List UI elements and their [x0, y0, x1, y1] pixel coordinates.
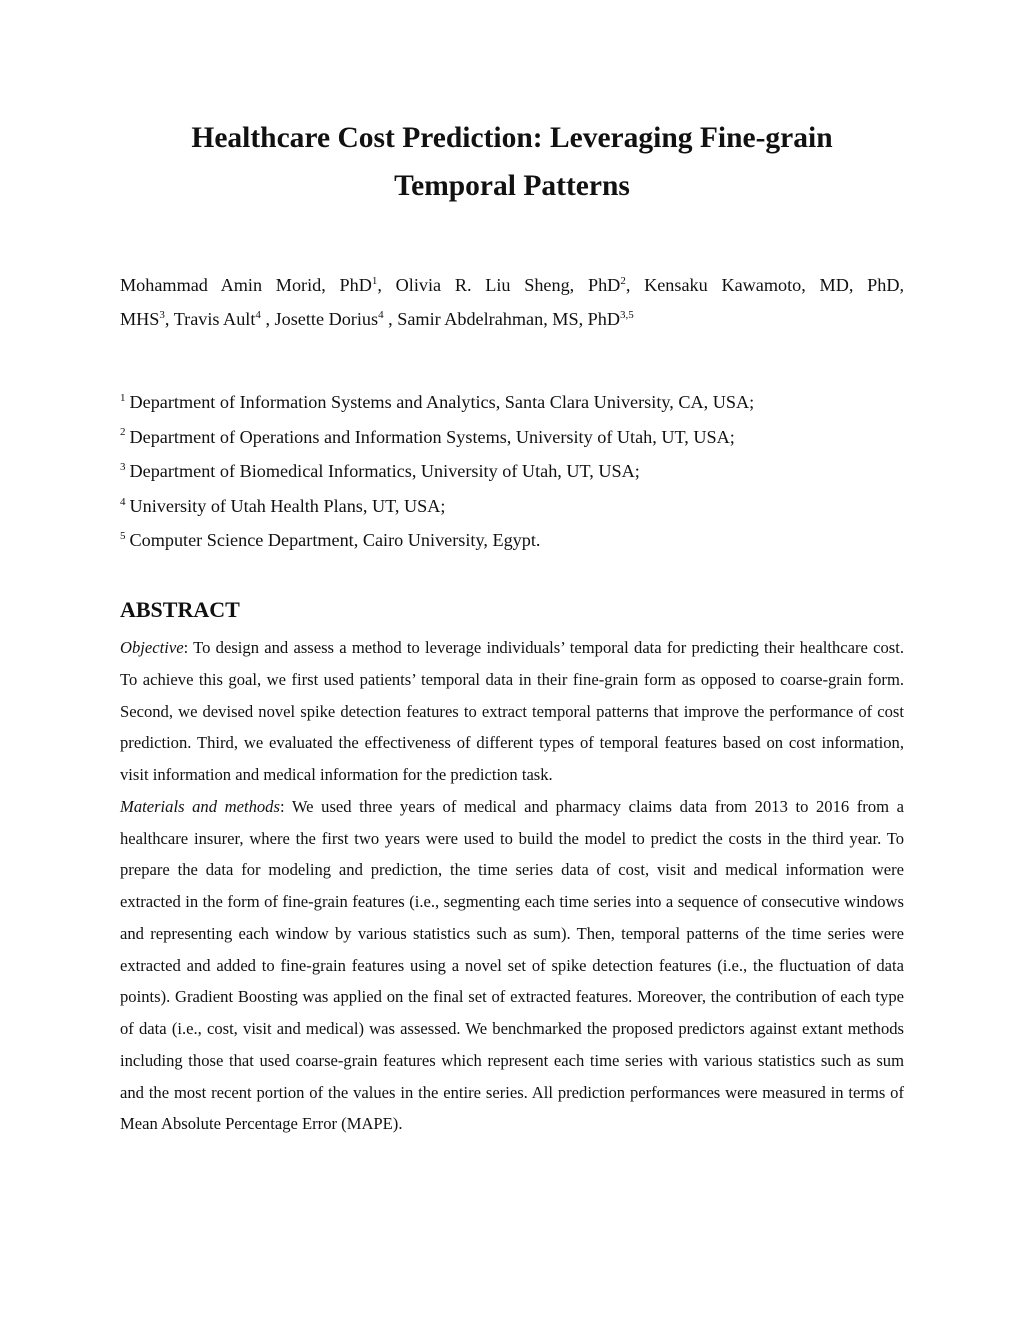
affiliation-number: 5 [120, 530, 126, 543]
author-separator: , [164, 309, 174, 329]
methods-text: : We used three years of medical and pharmacy claims data from 2013 to 2016 from a healthcare insurer, where the first two years were used to build the model to predict the costs in the third year. To prepare the data for modeling and prediction, the time series data of cost, visit and medical information were extracted in the form of fine-grain features (i.e., segmenting each time series into a sequence of consecutive windows and representing each window by various statistics such as sum). Then, temporal patterns of the time series were extracted and added to fine-grain features using a novel set of spike detection features (i.e., the fluctuation of data points). Gradient Boosting was applied on the final set of extracted features. Moreover, the contribution of each type of data (i.e., cost, visit and medical) was assessed. We benchmarked the proposed predictors against extant methods including those that used coarse-grain features which represent each time series with various statistics such as sum and the most recent portion of the values in the entire series. All prediction performances were measured in terms of Mean Absolute Percentage Error (MAPE). [120, 796, 904, 1134]
author-name: Mohammad Amin Morid, PhD [120, 275, 372, 295]
abstract-objective-paragraph [120, 632, 904, 791]
author-separator: , [383, 309, 398, 329]
author-name: Josette Dorius [274, 309, 379, 329]
author-affiliation-marker: 1 [371, 274, 378, 287]
affiliation-item [120, 420, 904, 455]
author-affiliation-marker: 4 [255, 308, 261, 321]
author-name: Kensaku Kawamoto, MD, PhD, [644, 275, 905, 295]
abstract-body [120, 632, 904, 1140]
affiliation-text: Department of Operations and Information Systems, University of Utah, UT, USA; [129, 426, 735, 447]
affiliation-item [120, 454, 904, 489]
affiliation-number: 1 [120, 391, 126, 404]
abstract-methods-paragraph [120, 791, 904, 1140]
title-line-2: Temporal Patterns [394, 170, 630, 202]
objective-label: Objective [120, 638, 184, 657]
affiliation-item [120, 523, 904, 558]
author-separator: , [377, 275, 396, 295]
author-name: Samir Abdelrahman, MS, PhD [397, 309, 621, 329]
author-name: Olivia R. Liu Sheng, PhD [395, 275, 621, 295]
affiliation-number: 2 [120, 426, 126, 439]
affiliation-text: Department of Biomedical Informatics, University of Utah, UT, USA; [129, 461, 640, 482]
author-affiliation-marker: 2 [620, 274, 626, 287]
author-separator: , [260, 309, 275, 329]
author-name: Travis Ault [173, 309, 256, 329]
affiliation-number: 3 [120, 461, 126, 474]
affiliation-text: Computer Science Department, Cairo University, Egypt. [129, 530, 541, 551]
author-affiliation-marker: 3,5 [620, 308, 634, 321]
affiliation-text: Department of Information Systems and Analytics, Santa Clara University, CA, USA; [129, 392, 755, 412]
affiliation-list [120, 385, 904, 558]
objective-text: : To design and assess a method to leverage individuals’ temporal data for predicting their healthcare cost. To achieve this goal, we first used patients’ temporal data in their fine-grain form as opposed to coarse-grain form. Second, we devised novel spike detection features to extract temporal patterns that improve the performance of cost prediction. Third, we evaluated the effectiveness of different types of temporal features based on cost information, visit information and medical information for the prediction task. [120, 638, 904, 784]
author-affiliation-marker: 3 [159, 308, 165, 321]
author-separator: , [625, 275, 645, 295]
abstract-heading: ABSTRACT [120, 597, 240, 622]
methods-label: Materials and methods [120, 796, 280, 816]
author-list [120, 268, 904, 336]
author-affiliation-marker: 4 [378, 308, 384, 321]
affiliation-item [120, 385, 904, 420]
affiliation-item [120, 489, 904, 524]
author-name: MHS [120, 309, 160, 329]
author-line-2 [120, 302, 904, 336]
title-line-1: Healthcare Cost Prediction: Leveraging Fine-grain [191, 122, 833, 154]
author-line-1 [120, 268, 904, 302]
paper-title [120, 114, 904, 210]
affiliation-number: 4 [120, 495, 126, 508]
affiliation-text: University of Utah Health Plans, UT, USA; [129, 495, 446, 516]
